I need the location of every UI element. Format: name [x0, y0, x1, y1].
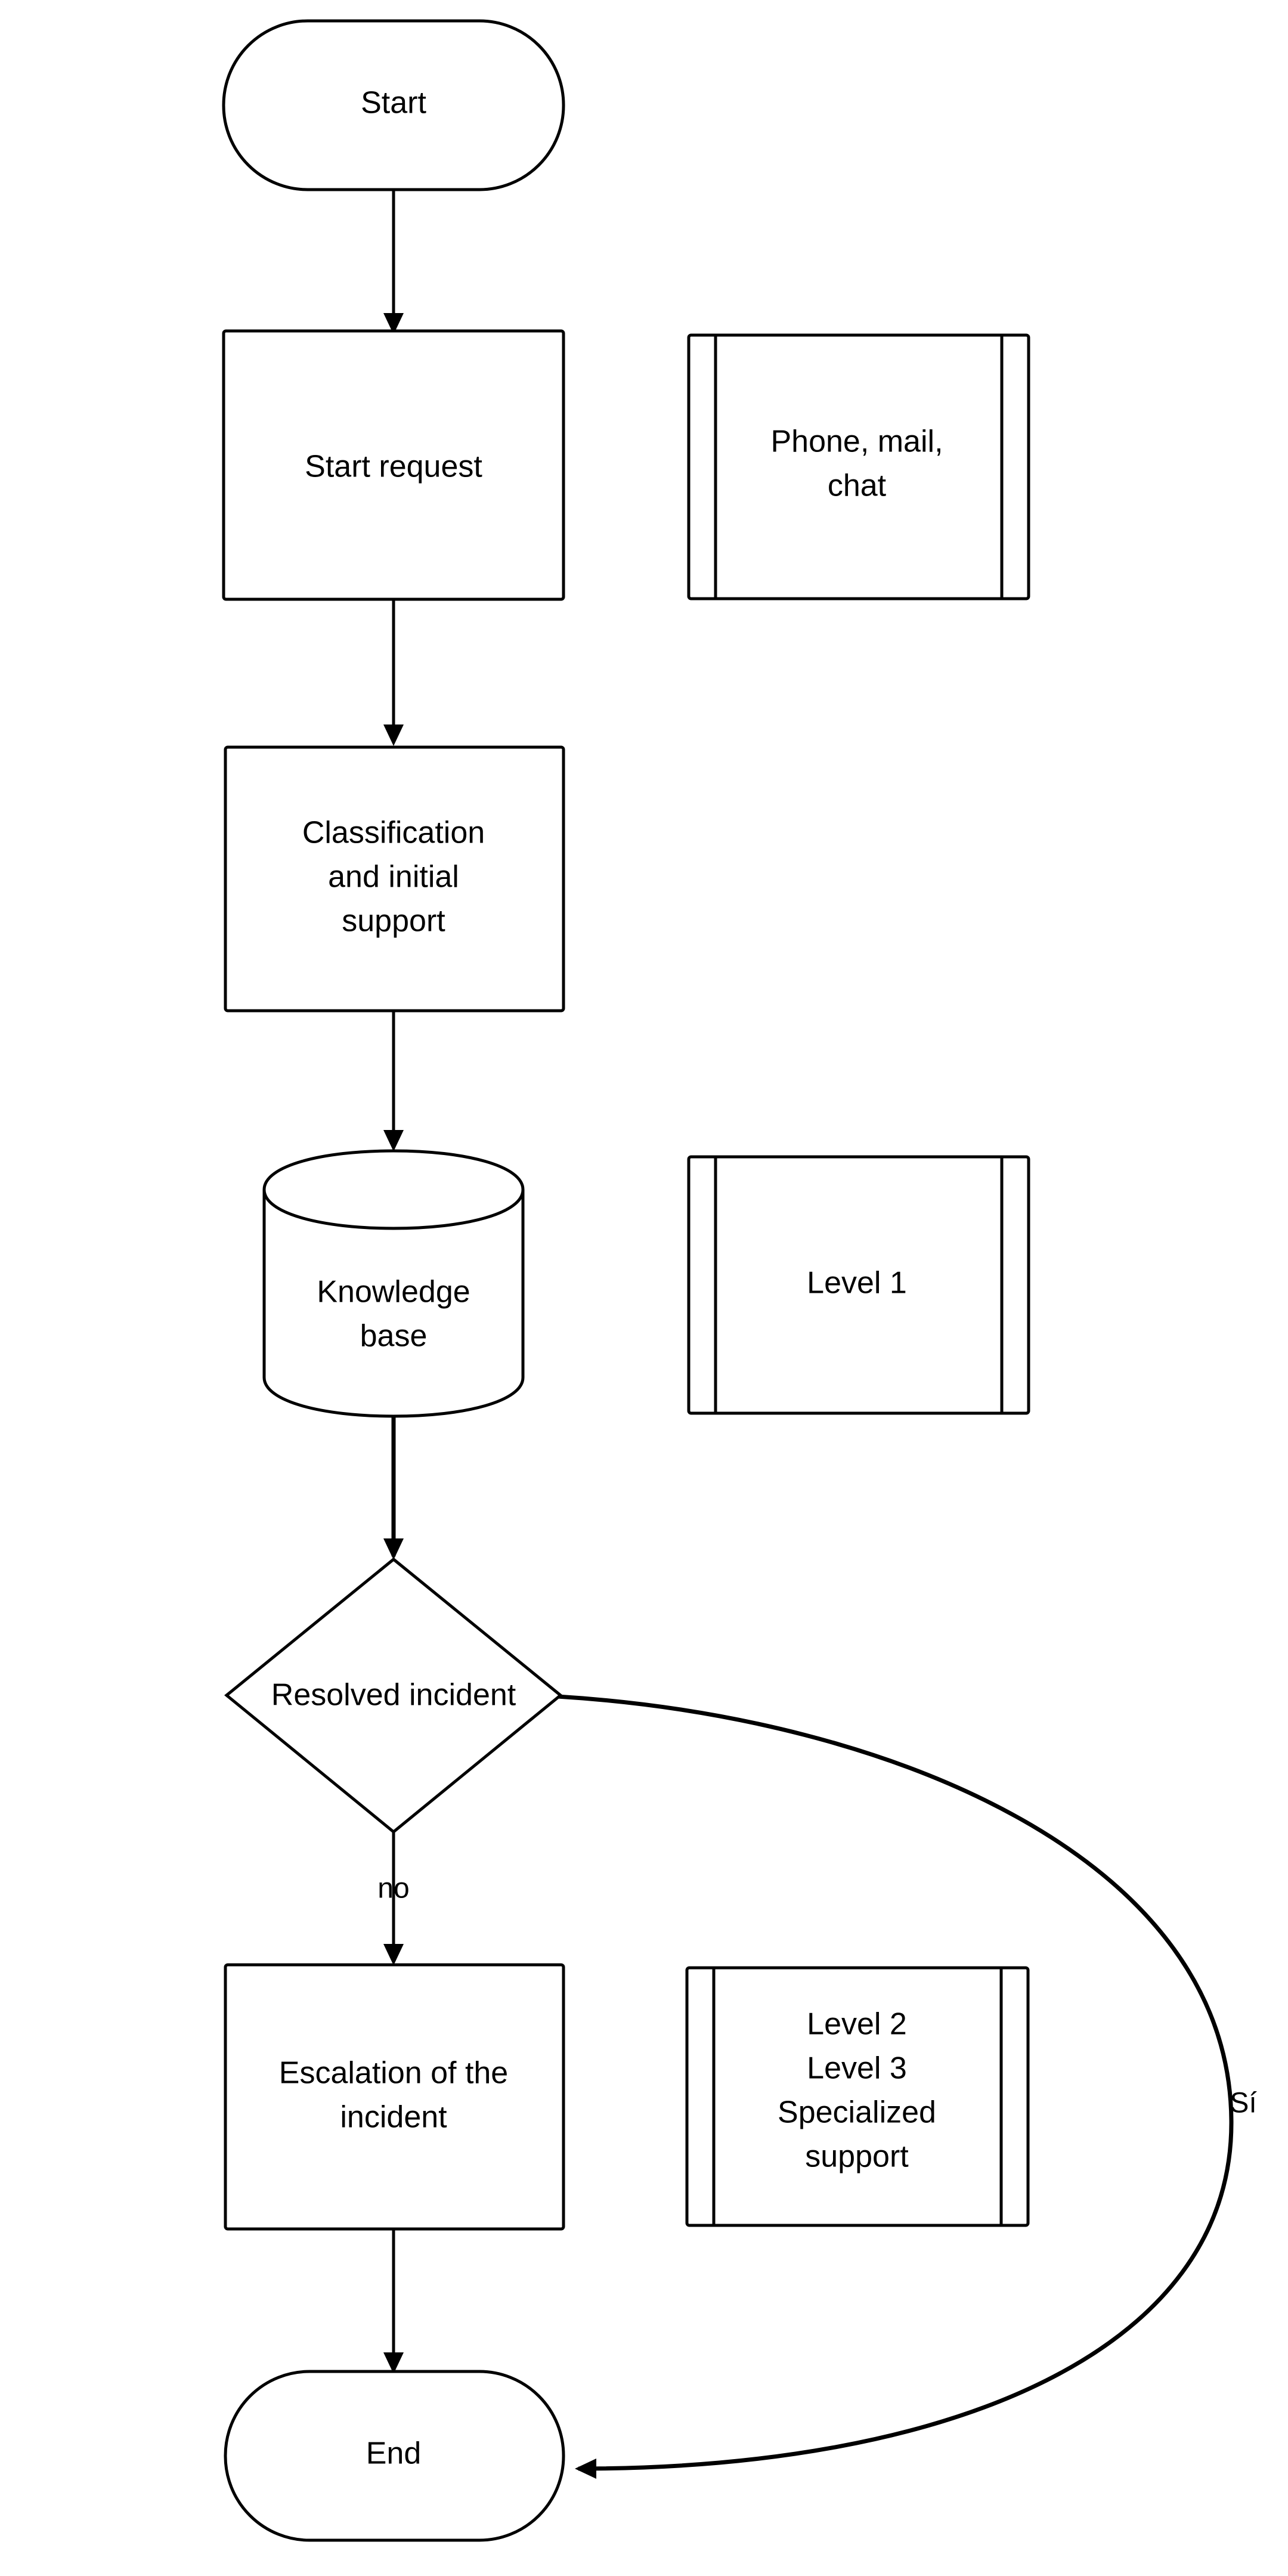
node-levels-label-line4: support — [805, 2139, 909, 2174]
edge-label-no: no — [377, 1872, 410, 1905]
node-classification-label-line1: Classification — [302, 815, 485, 850]
node-levels-label-line3: Specialized — [778, 2095, 936, 2130]
node-start[interactable] — [224, 21, 564, 190]
node-start-request-label: Start request — [305, 449, 482, 484]
node-escalation[interactable] — [225, 1965, 564, 2229]
node-levels-label-line2: Level 3 — [807, 2051, 907, 2086]
connector-decision-no-to-escalation — [377, 1813, 409, 1962]
node-start-label: Start — [361, 85, 426, 120]
node-end[interactable] — [225, 2371, 564, 2540]
node-classification-label-line3: support — [342, 903, 445, 939]
node-channels-label-line2: chat — [827, 468, 887, 503]
node-level1-label: Level 1 — [807, 1265, 907, 1301]
node-classification-label-line2: and initial — [328, 859, 459, 894]
node-channels[interactable] — [689, 335, 1029, 599]
node-escalation-label-line2: incident — [340, 2100, 447, 2135]
node-knowledge-base-label-line1: Knowledge — [317, 1274, 470, 1309]
node-knowledge-base[interactable] — [264, 1151, 523, 1416]
node-classification[interactable] — [225, 747, 564, 1011]
node-level1[interactable] — [689, 1157, 1029, 1413]
node-end-label: End — [366, 2436, 422, 2471]
node-channels-label-line1: Phone, mail, — [770, 424, 943, 459]
node-decision-label: Resolved incident — [271, 1677, 516, 1713]
node-start-request[interactable] — [224, 331, 564, 599]
node-levels[interactable] — [687, 1968, 1028, 2225]
node-decision-resolved-incident[interactable] — [227, 1559, 561, 1832]
node-knowledge-base-label-line2: base — [360, 1318, 428, 1354]
node-levels-label-line1: Level 2 — [807, 2007, 907, 2042]
node-escalation-label-line1: Escalation of the — [278, 2055, 509, 2091]
edge-label-si: Sí — [1230, 2087, 1257, 2119]
